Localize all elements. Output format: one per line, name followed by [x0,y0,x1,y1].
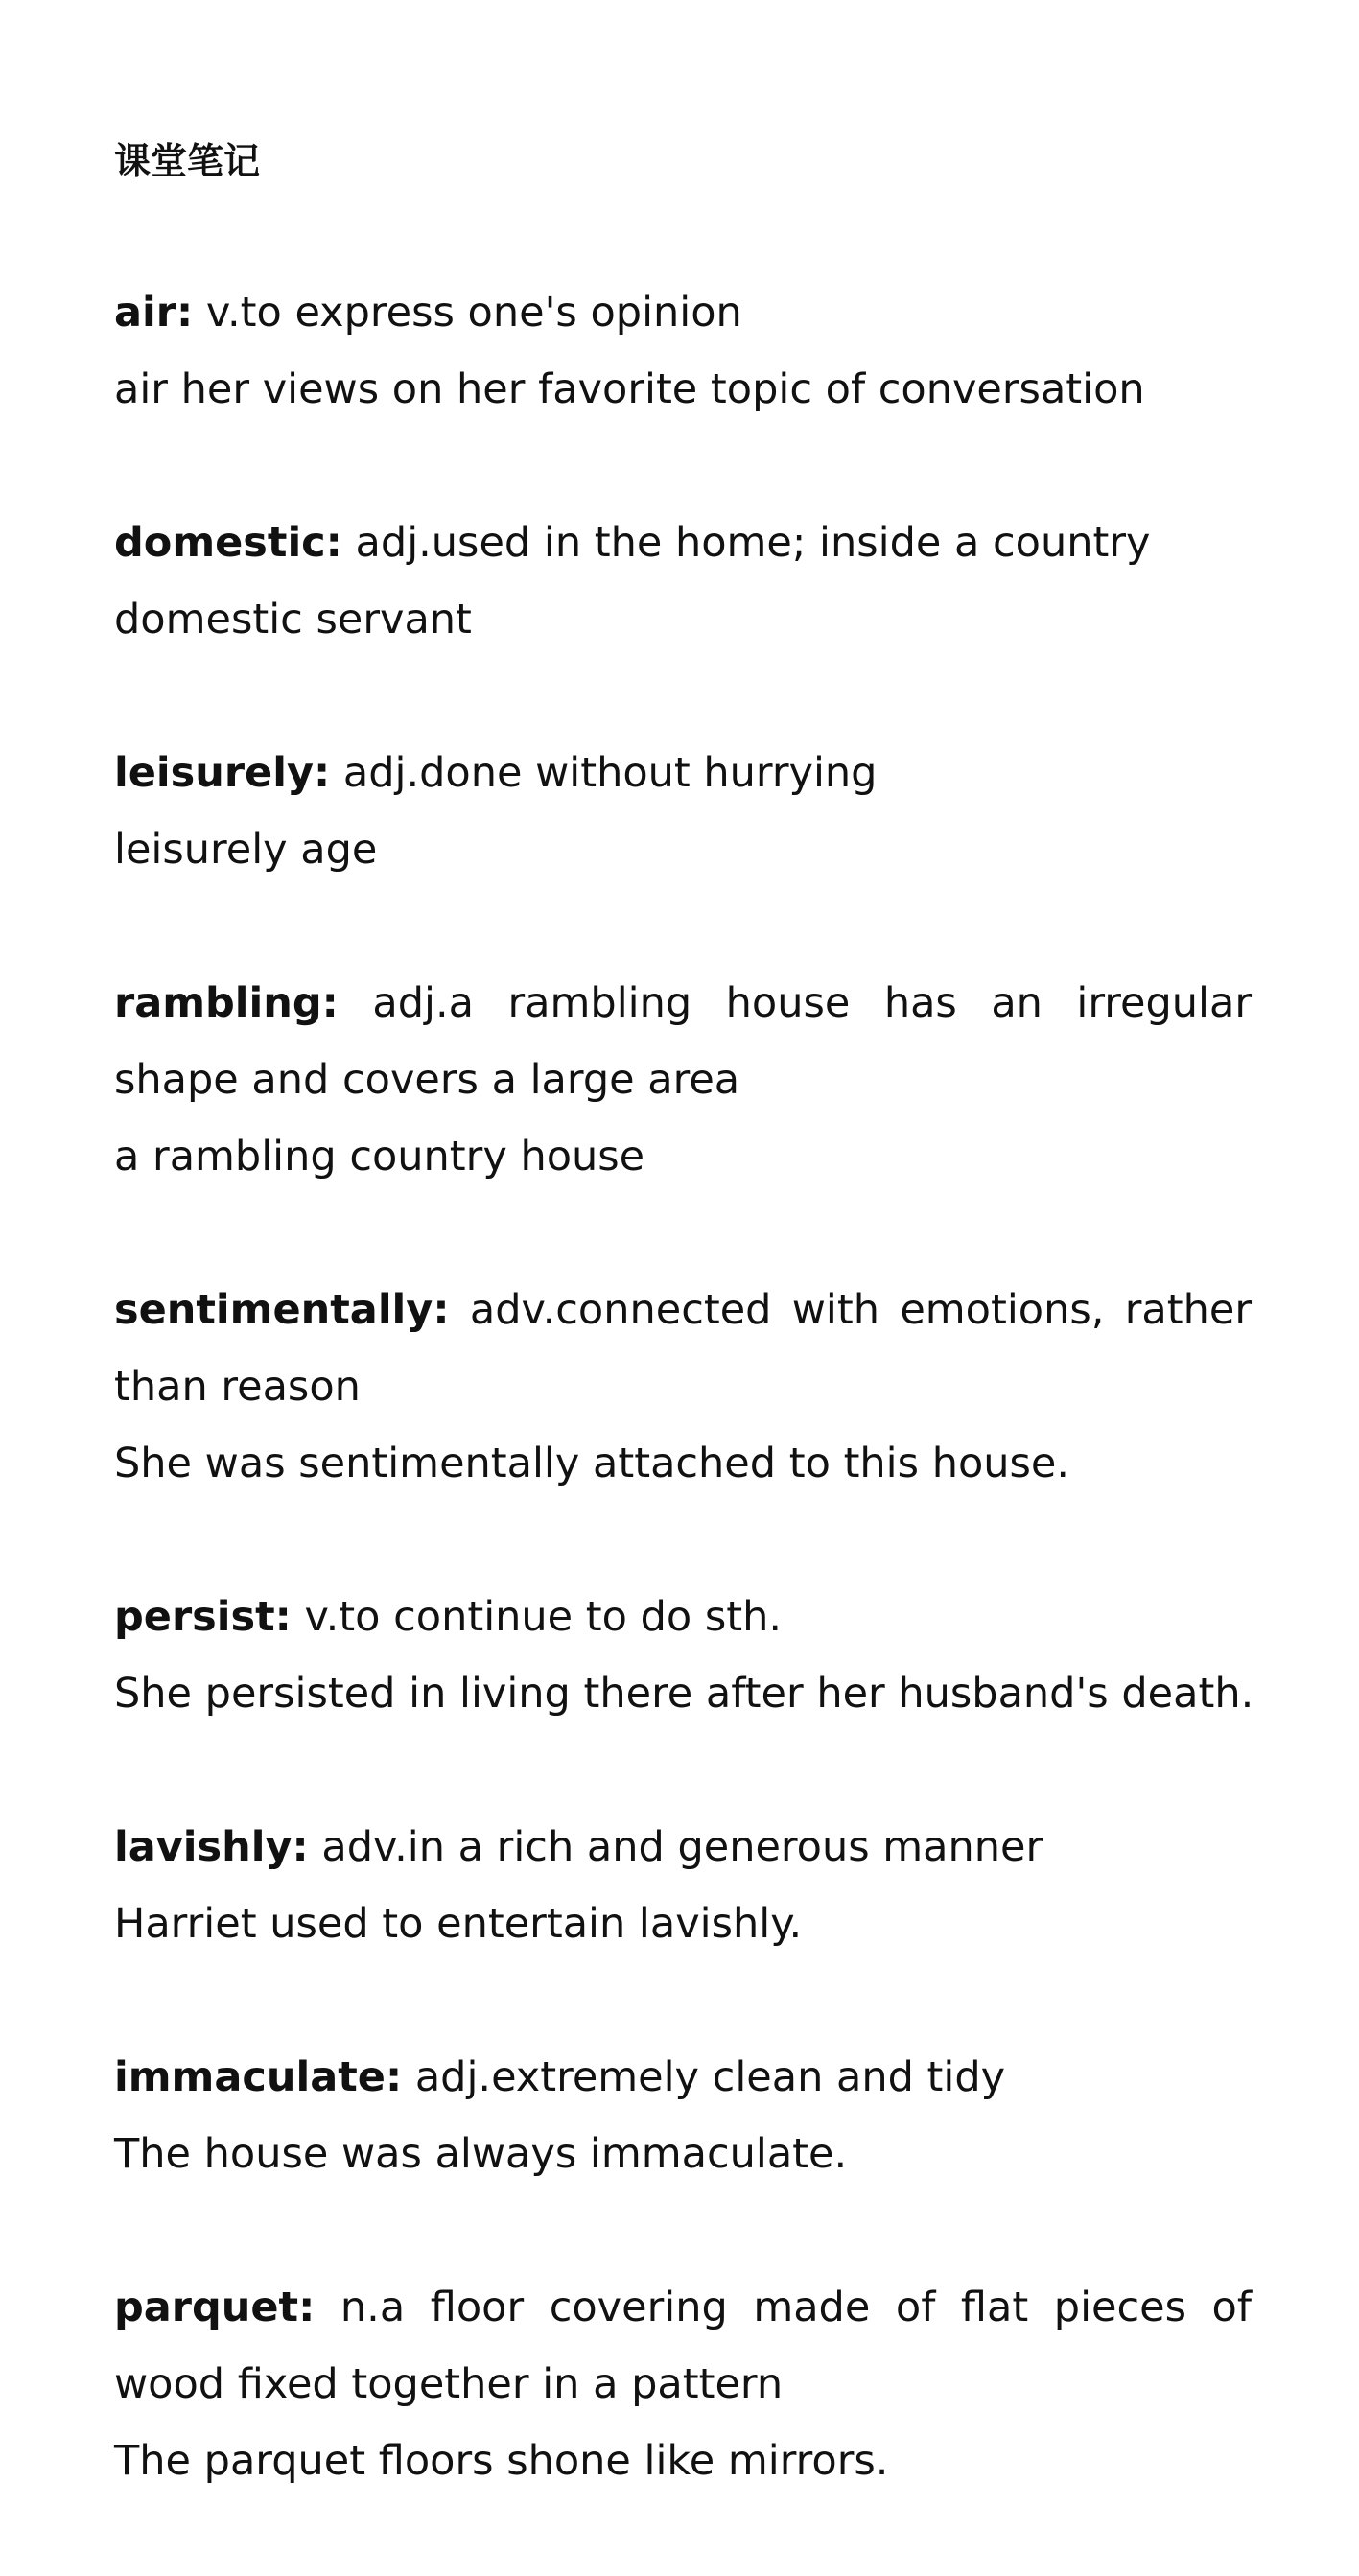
entry-definition: adj.used in the home; inside a country [355,519,1151,567]
entry-definition: v.to express one's opinion [205,289,742,337]
entry-example: leisurely age [114,826,378,874]
entry-definition-line [114,2039,1252,2116]
entry-example: The house was always immaculate. [114,2130,848,2178]
entry-word: sentimentally: [114,1286,450,1334]
entry-example: Harriet used to entertain lavishly. [114,1900,803,1948]
vocab-entry-sentimentally [114,1272,1252,1502]
entry-word: rambling: [114,979,339,1027]
vocab-entry-leisurely [114,735,1252,888]
entry-word: domestic: [114,519,342,567]
entry-definition: adj.done without hurrying [342,749,878,797]
entry-example: domestic servant [114,596,472,644]
entry-word: immaculate: [114,2053,403,2101]
entry-definition: adj.extremely clean and tidy [414,2053,1006,2101]
page-title: 课堂笔记 [114,140,261,182]
entry-example: The parquet floors shone like mirrors. [114,2437,889,2485]
vocab-entry-rambling [114,965,1252,1195]
entry-definition-line [114,504,1252,581]
vocabulary-list [114,274,1252,2576]
entry-definition-line [114,1809,1252,1885]
entry-definition: n.a floor covering made of flat pieces of wood fixed together in a pattern [114,2283,1253,2408]
entry-definition-line [114,274,1252,351]
entry-example: a rambling country house [114,1133,645,1181]
entry-example: She was sentimentally attached to this house. [114,1440,1070,1487]
entry-definition: adv.connected with emotions, rather than reason [114,1286,1252,1411]
vocab-entry-domestic [114,504,1252,658]
entry-word: leisurely: [114,749,331,797]
vocab-entry-persist [114,1579,1252,1732]
entry-definition-line [114,735,1252,811]
entry-definition-line [114,1272,1252,1425]
vocab-entry-lavishly [114,1809,1252,1962]
entry-word: air: [114,289,194,337]
entry-definition: adv.in a rich and generous manner [321,1823,1043,1871]
entry-definition-line [114,1579,1252,1655]
vocab-entry-air [114,274,1252,428]
entry-example: She persisted in living there after her husband's death. [114,1670,1254,1718]
vocab-entry-immaculate [114,2039,1252,2192]
entry-example: air her views on her favorite topic of conversation [114,365,1145,413]
entry-definition-line [114,2269,1252,2423]
entry-word: persist: [114,1593,292,1641]
entry-definition-line [114,965,1252,1118]
vocab-entry-parquet [114,2269,1252,2499]
entry-definition: adj.a rambling house has an irregular shape and covers a large area [114,979,1252,1104]
entry-word: parquet: [114,2283,316,2331]
entry-definition: v.to continue to do sth. [304,1593,783,1641]
entry-word: lavishly: [114,1823,309,1871]
